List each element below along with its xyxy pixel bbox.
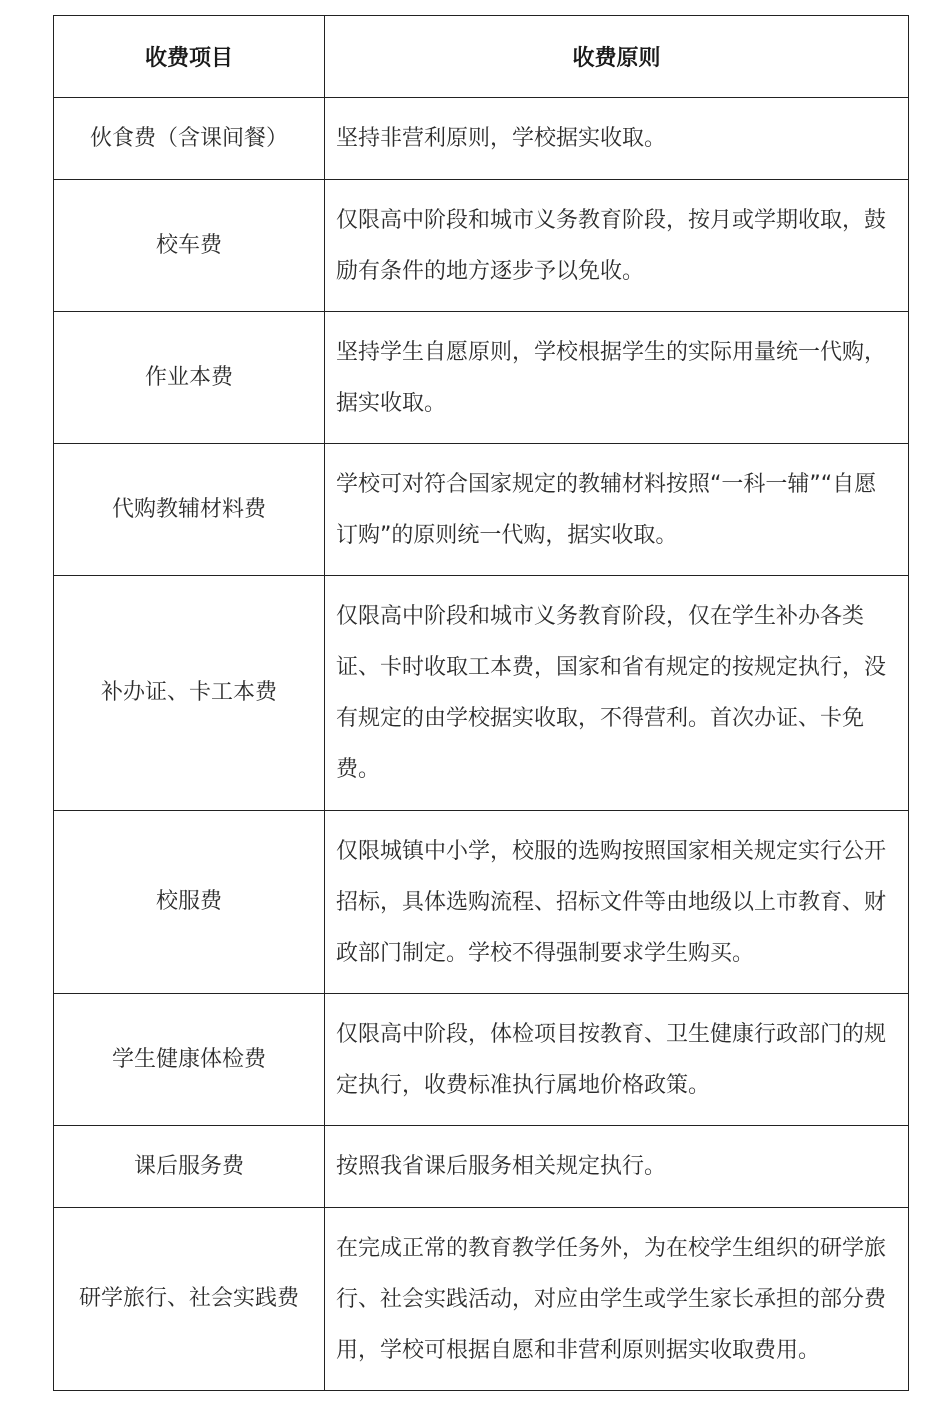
- fee-table: [53, 15, 909, 1391]
- table-row: [54, 994, 909, 1126]
- fee-item: 校车费: [54, 180, 325, 312]
- fee-item: 作业本费: [54, 312, 325, 444]
- fee-principle: 仅限高中阶段和城市义务教育阶段，仅在学生补办各类证、卡时收取工本费，国家和省有规定的按规定执行，没有规定的由学校据实收取，不得营利。首次办证、卡免费。: [325, 576, 909, 811]
- fee-item: 伙食费（含课间餐）: [54, 98, 325, 180]
- fee-item: 课后服务费: [54, 1126, 325, 1208]
- fee-principle: 坚持学生自愿原则，学校根据学生的实际用量统一代购，据实收取。: [325, 312, 909, 444]
- table-row: [54, 98, 909, 180]
- fee-item: 补办证、卡工本费: [54, 576, 325, 811]
- table-row: [54, 1126, 909, 1208]
- fee-principle: 仅限高中阶段和城市义务教育阶段，按月或学期收取，鼓励有条件的地方逐步予以免收。: [325, 180, 909, 312]
- header-row: [54, 16, 909, 98]
- fee-principle: 学校可对符合国家规定的教辅材料按照“一科一辅”“自愿订购”的原则统一代购，据实收取。: [325, 444, 909, 576]
- table-row: [54, 180, 909, 312]
- table-row: [54, 576, 909, 811]
- table-row: [54, 1208, 909, 1391]
- table-row: [54, 811, 909, 994]
- table-row: [54, 444, 909, 576]
- fee-item: 代购教辅材料费: [54, 444, 325, 576]
- table-row: [54, 312, 909, 444]
- fee-principle: 在完成正常的教育教学任务外，为在校学生组织的研学旅行、社会实践活动，对应由学生或学生家长承担的部分费用，学校可根据自愿和非营利原则据实收取费用。: [325, 1208, 909, 1391]
- header-principle: 收费原则: [325, 16, 909, 98]
- header-item: 收费项目: [54, 16, 325, 98]
- fee-item: 校服费: [54, 811, 325, 994]
- fee-principle: 仅限城镇中小学，校服的选购按照国家相关规定实行公开招标，具体选购流程、招标文件等由地级以上市教育、财政部门制定。学校不得强制要求学生购买。: [325, 811, 909, 994]
- fee-principle: 按照我省课后服务相关规定执行。: [325, 1126, 909, 1208]
- fee-item: 学生健康体检费: [54, 994, 325, 1126]
- fee-item: 研学旅行、社会实践费: [54, 1208, 325, 1391]
- fee-principle: 坚持非营利原则，学校据实收取。: [325, 98, 909, 180]
- fee-principle: 仅限高中阶段，体检项目按教育、卫生健康行政部门的规定执行，收费标准执行属地价格政策。: [325, 994, 909, 1126]
